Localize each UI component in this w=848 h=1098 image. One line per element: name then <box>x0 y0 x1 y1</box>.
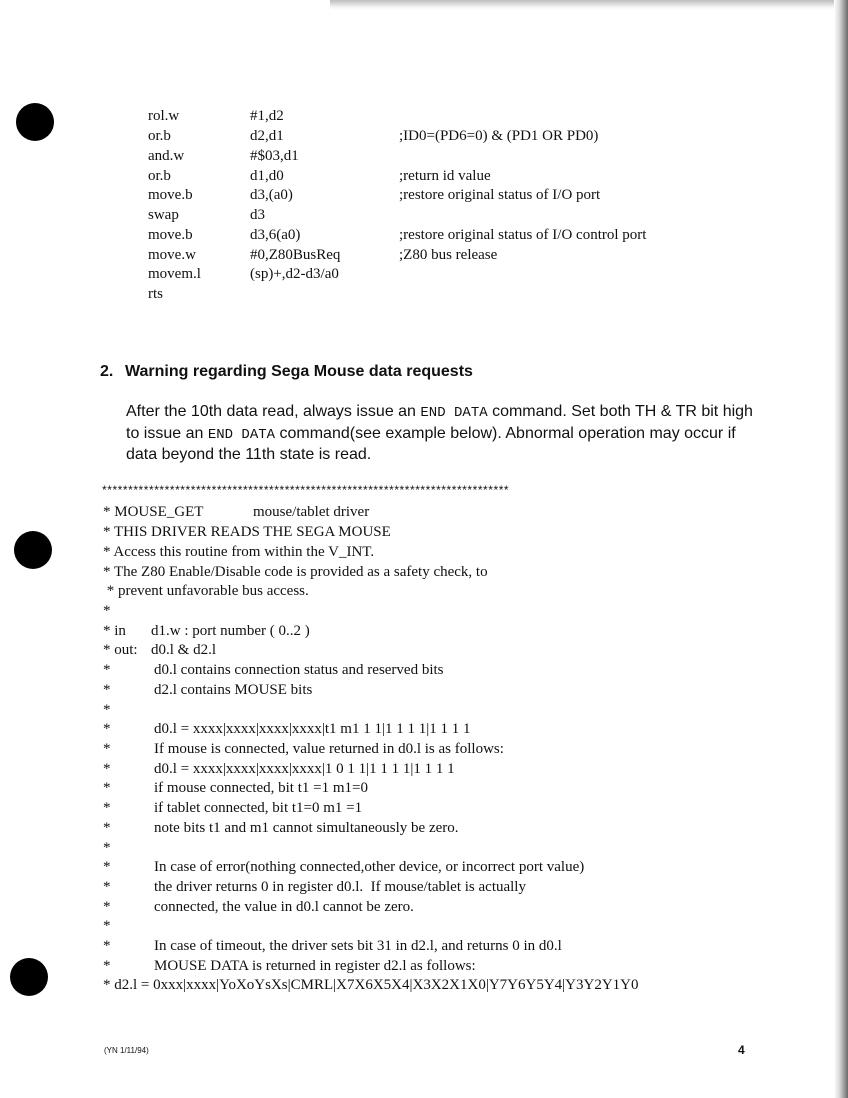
comment-star: * <box>103 682 111 698</box>
comment-star: * <box>103 721 111 737</box>
comment-line <box>103 739 504 759</box>
code-opcode: movem.l <box>148 266 201 282</box>
comment-text: * The Z80 Enable/Disable code is provided as a safety check, to <box>103 564 488 580</box>
code-operand: d3 <box>250 207 265 223</box>
comment-text: If mouse is connected, value returned in d0.l is as follows: <box>154 741 504 757</box>
comment-text: MOUSE DATA is returned in register d2.l as follows: <box>154 958 476 974</box>
code-comment: ;restore original status of I/O port <box>399 187 601 203</box>
warning-paragraph <box>126 402 766 466</box>
comment-star: * <box>103 800 111 816</box>
comment-line <box>103 700 126 720</box>
comment-text: if tablet connected, bit t1=0 m1 =1 <box>154 800 363 816</box>
comment-line <box>103 719 471 739</box>
comment-star: * <box>103 938 111 954</box>
code-opcode: and.w <box>148 148 185 164</box>
comment-tag: * in <box>103 623 126 639</box>
code-comment: ;ID0=(PD6=0) & (PD1 OR PD0) <box>399 128 599 144</box>
comment-line <box>103 798 363 818</box>
code-line <box>148 126 599 146</box>
comment-star: * <box>103 859 111 875</box>
code-comment: ;restore original status of I/O control port <box>399 227 647 243</box>
warning-text: After the 10th data read, always issue an <box>126 403 421 420</box>
code-line <box>148 225 647 245</box>
comment-star: * <box>103 741 111 757</box>
comment-star: * <box>103 780 111 796</box>
punch-hole-top <box>16 103 54 141</box>
comment-text: In case of timeout, the driver sets bit 31 in d2.l, and returns 0 in d0.l <box>154 938 562 954</box>
comment-text: d2.l contains MOUSE bits <box>154 682 313 698</box>
code-operand: d3,6(a0) <box>250 227 301 243</box>
comment-text: the driver returns 0 in register d0.l. If mouse/tablet is actually <box>154 879 526 895</box>
comment-text: * THIS DRIVER READS THE SEGA MOUSE <box>103 524 391 540</box>
comment-text: if mouse connected, bit t1 =1 m1=0 <box>154 780 368 796</box>
comment-line <box>103 562 488 582</box>
comment-line <box>103 581 309 601</box>
comment-line <box>103 897 414 917</box>
code-operand: d1,d0 <box>250 168 284 184</box>
punch-hole-middle <box>14 531 52 569</box>
code-operand: (sp)+,d2-d3/a0 <box>250 266 339 282</box>
code-line <box>148 146 299 166</box>
comment-text: d0.l contains connection status and reserved bits <box>154 662 444 678</box>
code-line <box>148 185 601 205</box>
comment-line <box>103 542 375 562</box>
code-line <box>148 264 339 284</box>
comment-line <box>103 956 476 976</box>
section-number: 2. <box>100 363 114 380</box>
footer-document-id: (YN 1/11/94) <box>104 1046 149 1055</box>
comment-text: connected, the value in d0.l cannot be zero. <box>154 899 414 915</box>
comment-text: * d2.l = 0xxx|xxxx|YoXoYsXs|CMRL|X7X6X5X4|X3X2X1X0|Y7Y6Y5Y4|Y3Y2Y1Y0 <box>103 977 639 993</box>
comment-line <box>103 838 126 858</box>
comment-line <box>103 936 562 956</box>
comment-text: mouse/tablet driver <box>253 504 370 520</box>
comment-text: * prevent unfavorable bus access. <box>103 583 309 599</box>
scan-edge-right <box>834 0 848 1098</box>
comment-line <box>103 877 526 897</box>
comment-text: * <box>103 603 111 619</box>
warning-text: command. Set both TH & TR bit high to issue an <box>126 403 753 442</box>
comment-star: * <box>103 879 111 895</box>
section-title: Warning regarding Sega Mouse data requests <box>125 363 473 380</box>
comment-text: note bits t1 and m1 cannot simultaneously be zero. <box>154 820 459 836</box>
code-operand: d2,d1 <box>250 128 284 144</box>
comment-star: * <box>103 702 111 718</box>
code-line <box>148 205 265 225</box>
comment-text: * Access this routine from within the V_INT. <box>103 544 375 560</box>
comment-text: d0.l & d2.l <box>151 642 217 658</box>
comment-star: * <box>103 662 111 678</box>
code-comment: ;return id value <box>399 168 491 184</box>
comment-line <box>103 975 639 995</box>
code-operand: #$03,d1 <box>250 148 299 164</box>
comment-line <box>103 916 126 936</box>
code-opcode: or.b <box>148 168 171 184</box>
comment-line <box>103 601 126 621</box>
comment-line <box>103 818 459 838</box>
inline-code: END DATA <box>207 426 276 443</box>
code-line <box>148 245 498 265</box>
comment-line <box>103 680 313 700</box>
page-number: 4 <box>738 1043 745 1057</box>
code-opcode: rol.w <box>148 108 180 124</box>
comment-line <box>103 640 217 660</box>
code-opcode: move.w <box>148 247 196 263</box>
code-operand: #0,Z80BusReq <box>250 247 341 263</box>
code-line <box>148 284 171 304</box>
comment-star: * <box>103 899 111 915</box>
comment-line <box>103 857 585 877</box>
punch-hole-bottom <box>10 958 48 996</box>
comment-text: d1.w : port number ( 0..2 ) <box>151 623 310 639</box>
comment-tag: * out: <box>103 642 138 658</box>
comment-star: * <box>103 840 111 856</box>
code-opcode: move.b <box>148 187 193 203</box>
code-opcode: rts <box>148 286 163 302</box>
comment-line <box>103 502 370 522</box>
code-line <box>148 166 491 186</box>
comment-text: In case of error(nothing connected,other device, or incorrect port value) <box>154 859 585 875</box>
section-heading <box>100 361 473 383</box>
warning-text: command(see example below). Abnormal operation may occur if data beyond the 11th state is read. <box>126 424 736 463</box>
comment-star: * <box>103 761 111 777</box>
comment-line <box>103 660 444 680</box>
separator-stars: ****************************************************************************** <box>102 483 510 497</box>
comment-star: * <box>103 820 111 836</box>
scan-edge-top <box>330 0 848 10</box>
comment-line <box>103 778 368 798</box>
comment-star: * <box>103 958 111 974</box>
comment-line <box>103 621 310 641</box>
comment-star: * <box>103 918 111 934</box>
code-opcode: swap <box>148 207 179 223</box>
code-operand: #1,d2 <box>250 108 284 124</box>
comment-text: d0.l = xxxx|xxxx|xxxx|xxxx|1 0 1 1|1 1 1 1|1 1 1 1 <box>154 761 455 777</box>
comment-line <box>103 522 391 542</box>
comment-line <box>103 759 455 779</box>
comment-text: d0.l = xxxx|xxxx|xxxx|xxxx|t1 m1 1 1|1 1 1 1|1 1 1 1 <box>154 721 471 737</box>
code-opcode: move.b <box>148 227 193 243</box>
comment-text: * MOUSE_GET <box>103 504 204 520</box>
code-opcode: or.b <box>148 128 171 144</box>
inline-code: END DATA <box>420 405 488 421</box>
code-operand: d3,(a0) <box>250 187 293 203</box>
code-comment: ;Z80 bus release <box>399 247 498 263</box>
code-line <box>148 106 284 126</box>
